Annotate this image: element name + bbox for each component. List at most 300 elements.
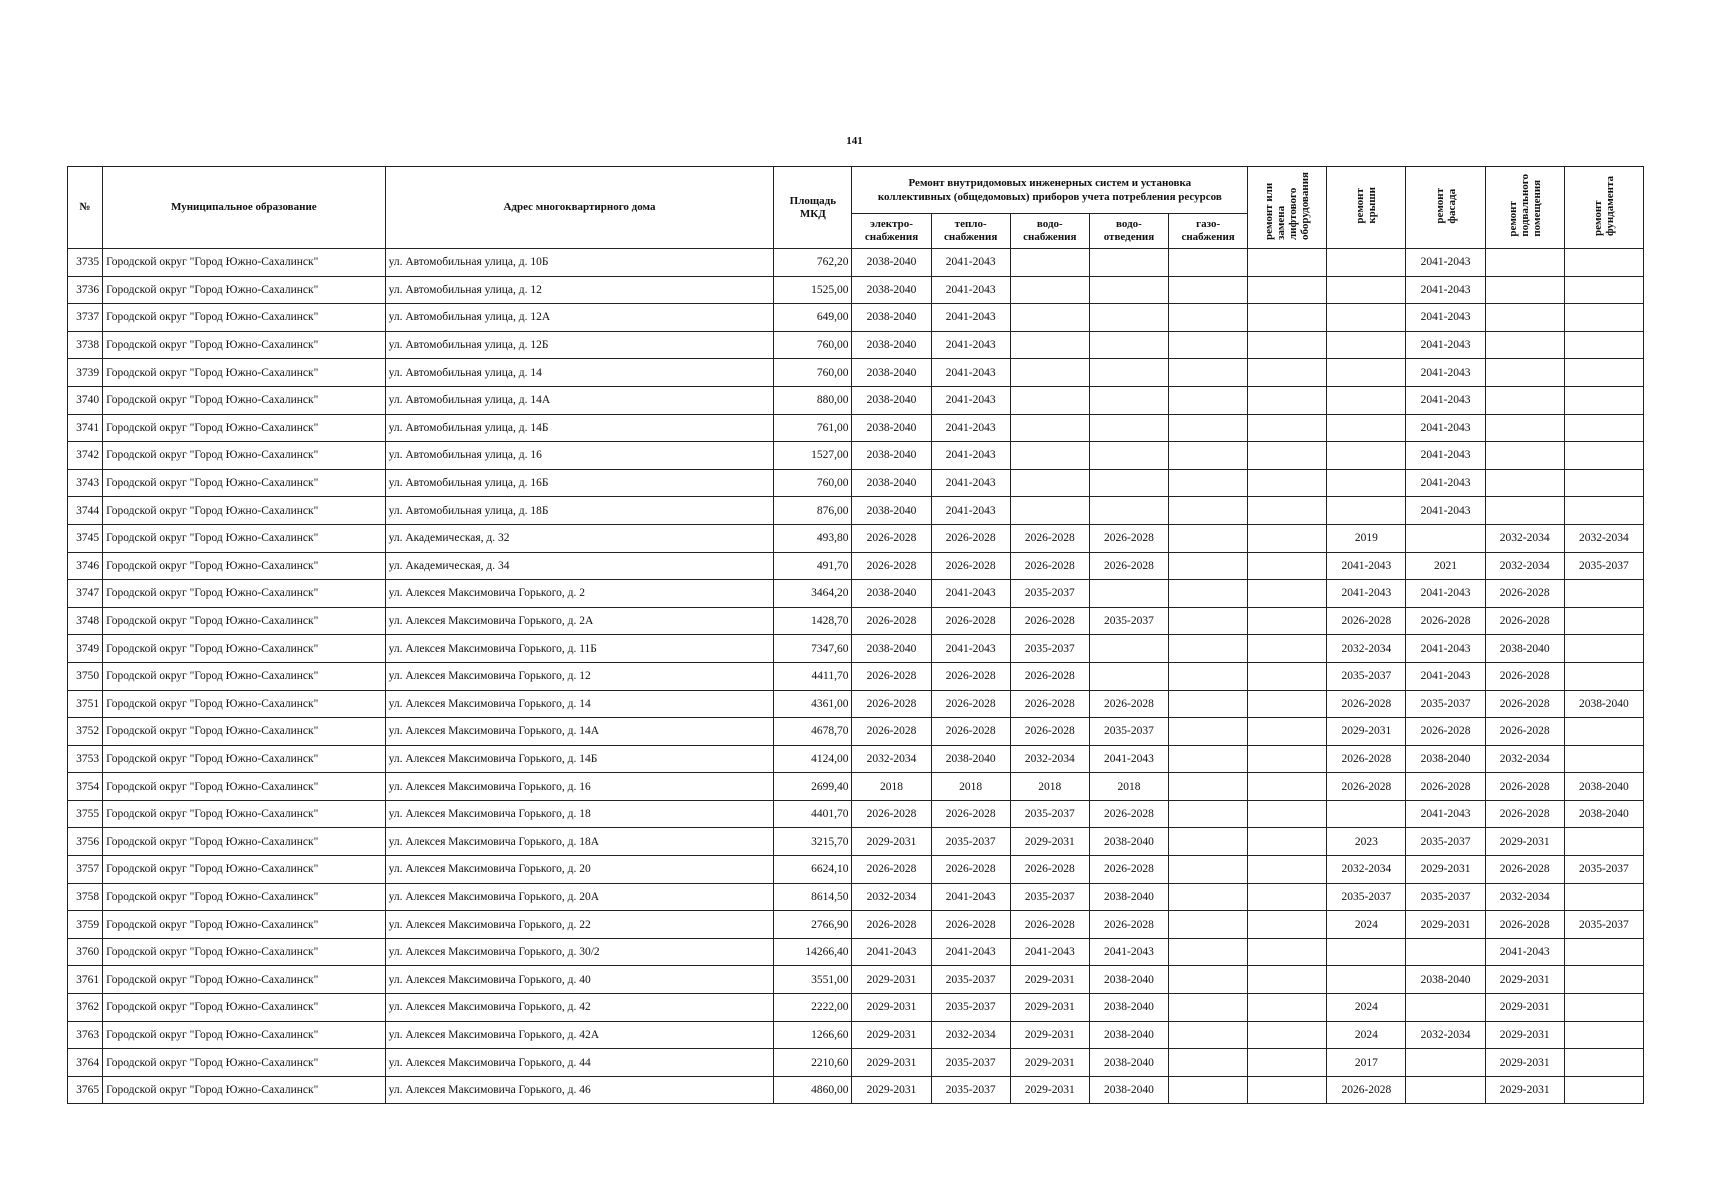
roof-cell: 2032-2034: [1327, 856, 1406, 884]
table-row: [68, 883, 1644, 911]
lift-cell: [1248, 994, 1327, 1022]
header-electric: электро-снабжения: [852, 214, 931, 249]
foundation-cell: 2038-2040: [1564, 690, 1643, 718]
roof-cell: 2024: [1327, 1021, 1406, 1049]
water-cell: 2026-2028: [1010, 662, 1089, 690]
sewer-cell: 2038-2040: [1089, 994, 1168, 1022]
lift-cell: [1248, 635, 1327, 663]
area-cell: 760,00: [774, 469, 852, 497]
gas-cell: [1169, 497, 1248, 525]
lift-cell: [1248, 718, 1327, 746]
electric-cell: 2038-2040: [852, 304, 931, 332]
sewer-cell: 2038-2040: [1089, 828, 1168, 856]
roof-cell: 2026-2028: [1327, 773, 1406, 801]
table-row: [68, 635, 1644, 663]
header-water: водо-снабжения: [1010, 214, 1089, 249]
municipality-cell: Городской округ "Город Южно-Сахалинск": [103, 304, 386, 332]
facade-cell: 2041-2043: [1406, 331, 1485, 359]
lift-cell: [1248, 580, 1327, 608]
electric-cell: 2029-2031: [852, 1076, 931, 1104]
row-number: 3738: [68, 331, 103, 359]
table-row: [68, 359, 1644, 387]
area-cell: 4411,70: [774, 662, 852, 690]
roof-cell: [1327, 304, 1406, 332]
lift-cell: [1248, 745, 1327, 773]
table-row: [68, 1049, 1644, 1077]
table-row: [68, 1021, 1644, 1049]
table-row: [68, 552, 1644, 580]
row-number: 3741: [68, 414, 103, 442]
facade-cell: 2021: [1406, 552, 1485, 580]
roof-cell: 2024: [1327, 911, 1406, 939]
municipality-cell: Городской округ "Город Южно-Сахалинск": [103, 359, 386, 387]
heat-cell: 2041-2043: [931, 580, 1010, 608]
heat-cell: 2041-2043: [931, 938, 1010, 966]
heat-cell: 2041-2043: [931, 414, 1010, 442]
roof-cell: [1327, 442, 1406, 470]
area-cell: 880,00: [774, 386, 852, 414]
gas-cell: [1169, 1049, 1248, 1077]
roof-cell: 2035-2037: [1327, 883, 1406, 911]
area-cell: 2222,00: [774, 994, 852, 1022]
roof-cell: [1327, 966, 1406, 994]
electric-cell: 2026-2028: [852, 662, 931, 690]
water-cell: 2026-2028: [1010, 690, 1089, 718]
roof-cell: 2017: [1327, 1049, 1406, 1077]
facade-cell: 2041-2043: [1406, 662, 1485, 690]
address-cell: ул. Автомобильная улица, д. 16Б: [385, 469, 774, 497]
municipality-cell: Городской округ "Город Южно-Сахалинск": [103, 386, 386, 414]
address-cell: ул. Алексея Максимовича Горького, д. 40: [385, 966, 774, 994]
water-cell: [1010, 442, 1089, 470]
basement-cell: 2026-2028: [1485, 911, 1564, 939]
area-cell: 761,00: [774, 414, 852, 442]
lift-cell: [1248, 552, 1327, 580]
foundation-cell: [1564, 580, 1643, 608]
address-cell: ул. Алексея Максимовича Горького, д. 16: [385, 773, 774, 801]
gas-cell: [1169, 966, 1248, 994]
sewer-cell: [1089, 635, 1168, 663]
sewer-cell: 2041-2043: [1089, 745, 1168, 773]
basement-cell: 2026-2028: [1485, 773, 1564, 801]
lift-cell: [1248, 304, 1327, 332]
heat-cell: 2041-2043: [931, 386, 1010, 414]
electric-cell: 2029-2031: [852, 1049, 931, 1077]
water-cell: 2026-2028: [1010, 607, 1089, 635]
basement-cell: 2026-2028: [1485, 800, 1564, 828]
sewer-cell: 2035-2037: [1089, 718, 1168, 746]
foundation-cell: [1564, 966, 1643, 994]
gas-cell: [1169, 359, 1248, 387]
electric-cell: 2038-2040: [852, 497, 931, 525]
electric-cell: 2026-2028: [852, 856, 931, 884]
roof-cell: [1327, 800, 1406, 828]
sewer-cell: [1089, 359, 1168, 387]
water-cell: [1010, 414, 1089, 442]
municipality-cell: Городской округ "Город Южно-Сахалинск": [103, 524, 386, 552]
sewer-cell: 2038-2040: [1089, 1049, 1168, 1077]
heat-cell: 2026-2028: [931, 607, 1010, 635]
roof-cell: [1327, 276, 1406, 304]
heat-cell: 2035-2037: [931, 1049, 1010, 1077]
area-cell: 8614,50: [774, 883, 852, 911]
municipality-cell: Городской округ "Город Южно-Сахалинск": [103, 662, 386, 690]
lift-cell: [1248, 276, 1327, 304]
header-roof-label: ремонт крыши: [1354, 187, 1379, 224]
lift-cell: [1248, 800, 1327, 828]
basement-cell: 2029-2031: [1485, 1049, 1564, 1077]
row-number: 3757: [68, 856, 103, 884]
water-cell: 2032-2034: [1010, 745, 1089, 773]
sewer-cell: [1089, 304, 1168, 332]
address-cell: ул. Академическая, д. 34: [385, 552, 774, 580]
electric-cell: 2038-2040: [852, 386, 931, 414]
foundation-cell: [1564, 469, 1643, 497]
water-cell: [1010, 359, 1089, 387]
roof-cell: [1327, 414, 1406, 442]
electric-cell: 2029-2031: [852, 966, 931, 994]
facade-cell: 2035-2037: [1406, 828, 1485, 856]
roof-cell: [1327, 386, 1406, 414]
basement-cell: 2029-2031: [1485, 828, 1564, 856]
heat-cell: 2026-2028: [931, 856, 1010, 884]
gas-cell: [1169, 469, 1248, 497]
table-row: [68, 911, 1644, 939]
heat-cell: 2041-2043: [931, 276, 1010, 304]
row-number: 3750: [68, 662, 103, 690]
sewer-cell: 2035-2037: [1089, 607, 1168, 635]
water-cell: 2029-2031: [1010, 828, 1089, 856]
municipality-cell: Городской округ "Город Южно-Сахалинск": [103, 1049, 386, 1077]
heat-cell: 2041-2043: [931, 304, 1010, 332]
address-cell: ул. Алексея Максимовича Горького, д. 44: [385, 1049, 774, 1077]
address-cell: ул. Алексея Максимовича Горького, д. 12: [385, 662, 774, 690]
row-number: 3751: [68, 690, 103, 718]
sewer-cell: [1089, 386, 1168, 414]
water-cell: 2026-2028: [1010, 911, 1089, 939]
facade-cell: 2041-2043: [1406, 635, 1485, 663]
address-cell: ул. Алексея Максимовича Горького, д. 2: [385, 580, 774, 608]
electric-cell: 2026-2028: [852, 800, 931, 828]
heat-cell: 2026-2028: [931, 552, 1010, 580]
header-utilities-group: Ремонт внутридомовых инженерных систем и установка коллективных (общедомовых) приборов учета потребления ресурсов: [852, 167, 1248, 214]
roof-cell: 2023: [1327, 828, 1406, 856]
lift-cell: [1248, 386, 1327, 414]
address-cell: ул. Алексея Максимовича Горького, д. 14: [385, 690, 774, 718]
area-cell: 1266,60: [774, 1021, 852, 1049]
municipality-cell: Городской округ "Город Южно-Сахалинск": [103, 635, 386, 663]
address-cell: ул. Автомобильная улица, д. 12: [385, 276, 774, 304]
row-number: 3758: [68, 883, 103, 911]
roof-cell: [1327, 331, 1406, 359]
heat-cell: 2041-2043: [931, 331, 1010, 359]
heat-cell: 2041-2043: [931, 469, 1010, 497]
row-number: 3753: [68, 745, 103, 773]
basement-cell: 2026-2028: [1485, 580, 1564, 608]
lift-cell: [1248, 1021, 1327, 1049]
table-row: [68, 994, 1644, 1022]
table-row: [68, 469, 1644, 497]
table-row: [68, 497, 1644, 525]
gas-cell: [1169, 552, 1248, 580]
heat-cell: 2026-2028: [931, 690, 1010, 718]
municipality-cell: Городской округ "Город Южно-Сахалинск": [103, 966, 386, 994]
gas-cell: [1169, 828, 1248, 856]
gas-cell: [1169, 856, 1248, 884]
facade-cell: 2032-2034: [1406, 1021, 1485, 1049]
row-number: 3747: [68, 580, 103, 608]
row-number: 3748: [68, 607, 103, 635]
heat-cell: 2035-2037: [931, 994, 1010, 1022]
heat-cell: 2026-2028: [931, 524, 1010, 552]
area-cell: 760,00: [774, 359, 852, 387]
address-cell: ул. Алексея Максимовича Горького, д. 11Б: [385, 635, 774, 663]
header-basement: [1485, 167, 1564, 249]
foundation-cell: [1564, 1021, 1643, 1049]
electric-cell: 2029-2031: [852, 1021, 931, 1049]
foundation-cell: 2032-2034: [1564, 524, 1643, 552]
municipality-cell: Городской округ "Город Южно-Сахалинск": [103, 773, 386, 801]
gas-cell: [1169, 883, 1248, 911]
area-cell: 1428,70: [774, 607, 852, 635]
header-gas: газо-снабжения: [1169, 214, 1248, 249]
municipality-cell: Городской округ "Город Южно-Сахалинск": [103, 938, 386, 966]
row-number: 3754: [68, 773, 103, 801]
header-municipality: Муниципальное образование: [103, 167, 386, 249]
water-cell: 2026-2028: [1010, 718, 1089, 746]
lift-cell: [1248, 442, 1327, 470]
electric-cell: 2038-2040: [852, 276, 931, 304]
heat-cell: 2018: [931, 773, 1010, 801]
lift-cell: [1248, 662, 1327, 690]
municipality-cell: Городской округ "Город Южно-Сахалинск": [103, 690, 386, 718]
sewer-cell: 2018: [1089, 773, 1168, 801]
gas-cell: [1169, 773, 1248, 801]
water-cell: [1010, 249, 1089, 277]
foundation-cell: 2035-2037: [1564, 911, 1643, 939]
basement-cell: 2029-2031: [1485, 1021, 1564, 1049]
water-cell: 2018: [1010, 773, 1089, 801]
header-facade: [1406, 167, 1485, 249]
gas-cell: [1169, 911, 1248, 939]
water-cell: 2035-2037: [1010, 883, 1089, 911]
row-number: 3752: [68, 718, 103, 746]
municipality-cell: Городской округ "Город Южно-Сахалинск": [103, 1076, 386, 1104]
table-row: [68, 249, 1644, 277]
table-row: [68, 386, 1644, 414]
facade-cell: [1406, 938, 1485, 966]
address-cell: ул. Алексея Максимовича Горького, д. 18А: [385, 828, 774, 856]
row-number: 3744: [68, 497, 103, 525]
electric-cell: 2038-2040: [852, 331, 931, 359]
water-cell: 2029-2031: [1010, 1049, 1089, 1077]
basement-cell: 2026-2028: [1485, 690, 1564, 718]
lift-cell: [1248, 856, 1327, 884]
address-cell: ул. Алексея Максимовича Горького, д. 42А: [385, 1021, 774, 1049]
water-cell: 2029-2031: [1010, 966, 1089, 994]
row-number: 3765: [68, 1076, 103, 1104]
foundation-cell: [1564, 635, 1643, 663]
heat-cell: 2041-2043: [931, 442, 1010, 470]
header-lift-label: ремонт или замена лифтового оборудования: [1263, 171, 1312, 240]
municipality-cell: Городской округ "Город Южно-Сахалинск": [103, 911, 386, 939]
row-number: 3749: [68, 635, 103, 663]
capital-repair-schedule-table: [67, 166, 1644, 1104]
municipality-cell: Городской округ "Город Южно-Сахалинск": [103, 883, 386, 911]
basement-cell: 2032-2034: [1485, 745, 1564, 773]
gas-cell: [1169, 718, 1248, 746]
facade-cell: 2035-2037: [1406, 690, 1485, 718]
basement-cell: 2032-2034: [1485, 883, 1564, 911]
address-cell: ул. Алексея Максимовича Горького, д. 20: [385, 856, 774, 884]
facade-cell: 2026-2028: [1406, 718, 1485, 746]
area-cell: 649,00: [774, 304, 852, 332]
lift-cell: [1248, 497, 1327, 525]
lift-cell: [1248, 1049, 1327, 1077]
sewer-cell: 2026-2028: [1089, 524, 1168, 552]
electric-cell: 2026-2028: [852, 690, 931, 718]
roof-cell: 2032-2034: [1327, 635, 1406, 663]
address-cell: ул. Алексея Максимовича Горького, д. 14Б: [385, 745, 774, 773]
row-number: 3737: [68, 304, 103, 332]
roof-cell: 2026-2028: [1327, 690, 1406, 718]
facade-cell: 2041-2043: [1406, 497, 1485, 525]
facade-cell: 2038-2040: [1406, 745, 1485, 773]
page-number: 141: [846, 135, 863, 147]
sewer-cell: 2026-2028: [1089, 911, 1168, 939]
area-cell: 3551,00: [774, 966, 852, 994]
sewer-cell: 2038-2040: [1089, 966, 1168, 994]
facade-cell: 2041-2043: [1406, 276, 1485, 304]
electric-cell: 2038-2040: [852, 442, 931, 470]
address-cell: ул. Автомобильная улица, д. 14: [385, 359, 774, 387]
address-cell: ул. Автомобильная улица, д. 12А: [385, 304, 774, 332]
foundation-cell: [1564, 497, 1643, 525]
area-cell: 3215,70: [774, 828, 852, 856]
foundation-cell: 2035-2037: [1564, 552, 1643, 580]
roof-cell: 2026-2028: [1327, 745, 1406, 773]
address-cell: ул. Алексея Максимовича Горького, д. 20А: [385, 883, 774, 911]
basement-cell: 2029-2031: [1485, 994, 1564, 1022]
area-cell: 876,00: [774, 497, 852, 525]
municipality-cell: Городской округ "Город Южно-Сахалинск": [103, 414, 386, 442]
header-foundation-label: ремонт фундамента: [1591, 175, 1616, 236]
basement-cell: [1485, 359, 1564, 387]
electric-cell: 2026-2028: [852, 552, 931, 580]
gas-cell: [1169, 276, 1248, 304]
lift-cell: [1248, 331, 1327, 359]
electric-cell: 2026-2028: [852, 524, 931, 552]
area-cell: 2210,60: [774, 1049, 852, 1077]
heat-cell: 2026-2028: [931, 662, 1010, 690]
heat-cell: 2041-2043: [931, 359, 1010, 387]
table-row: [68, 276, 1644, 304]
area-cell: 14266,40: [774, 938, 852, 966]
header-roof: [1327, 167, 1406, 249]
table-row: [68, 1076, 1644, 1104]
electric-cell: 2038-2040: [852, 635, 931, 663]
row-number: 3764: [68, 1049, 103, 1077]
gas-cell: [1169, 745, 1248, 773]
sewer-cell: 2038-2040: [1089, 1076, 1168, 1104]
municipality-cell: Городской округ "Город Южно-Сахалинск": [103, 552, 386, 580]
area-cell: 7347,60: [774, 635, 852, 663]
roof-cell: 2041-2043: [1327, 552, 1406, 580]
electric-cell: 2026-2028: [852, 911, 931, 939]
basement-cell: 2026-2028: [1485, 607, 1564, 635]
roof-cell: 2024: [1327, 994, 1406, 1022]
header-area: Площадь МКД: [774, 167, 852, 249]
address-cell: ул. Автомобильная улица, д. 14Б: [385, 414, 774, 442]
heat-cell: 2035-2037: [931, 1076, 1010, 1104]
address-cell: ул. Алексея Максимовича Горького, д. 42: [385, 994, 774, 1022]
heat-cell: 2026-2028: [931, 911, 1010, 939]
basement-cell: [1485, 386, 1564, 414]
lift-cell: [1248, 911, 1327, 939]
foundation-cell: [1564, 442, 1643, 470]
lift-cell: [1248, 828, 1327, 856]
row-number: 3743: [68, 469, 103, 497]
lift-cell: [1248, 469, 1327, 497]
basement-cell: [1485, 249, 1564, 277]
water-cell: 2029-2031: [1010, 994, 1089, 1022]
basement-cell: [1485, 469, 1564, 497]
gas-cell: [1169, 800, 1248, 828]
gas-cell: [1169, 524, 1248, 552]
water-cell: 2026-2028: [1010, 524, 1089, 552]
area-cell: 4678,70: [774, 718, 852, 746]
foundation-cell: [1564, 607, 1643, 635]
roof-cell: 2041-2043: [1327, 580, 1406, 608]
sewer-cell: [1089, 331, 1168, 359]
sewer-cell: 2041-2043: [1089, 938, 1168, 966]
basement-cell: 2026-2028: [1485, 662, 1564, 690]
water-cell: [1010, 331, 1089, 359]
sewer-cell: [1089, 276, 1168, 304]
table-row: [68, 856, 1644, 884]
municipality-cell: Городской округ "Город Южно-Сахалинск": [103, 800, 386, 828]
address-cell: ул. Автомобильная улица, д. 16: [385, 442, 774, 470]
foundation-cell: [1564, 331, 1643, 359]
header-foundation: [1564, 167, 1643, 249]
area-cell: 6624,10: [774, 856, 852, 884]
table-row: [68, 718, 1644, 746]
basement-cell: [1485, 276, 1564, 304]
header-heat: тепло-снабжения: [931, 214, 1010, 249]
electric-cell: 2029-2031: [852, 994, 931, 1022]
foundation-cell: [1564, 414, 1643, 442]
heat-cell: 2026-2028: [931, 718, 1010, 746]
roof-cell: 2019: [1327, 524, 1406, 552]
table-row: [68, 800, 1644, 828]
table-row: [68, 607, 1644, 635]
facade-cell: 2029-2031: [1406, 856, 1485, 884]
roof-cell: 2026-2028: [1327, 607, 1406, 635]
lift-cell: [1248, 938, 1327, 966]
address-cell: ул. Академическая, д. 32: [385, 524, 774, 552]
header-basement-label: ремонт подвального помещения: [1506, 174, 1543, 237]
electric-cell: 2038-2040: [852, 359, 931, 387]
row-number: 3739: [68, 359, 103, 387]
sewer-cell: [1089, 414, 1168, 442]
address-cell: ул. Алексея Максимовича Горького, д. 18: [385, 800, 774, 828]
heat-cell: 2041-2043: [931, 249, 1010, 277]
facade-cell: [1406, 1076, 1485, 1104]
table-row: [68, 690, 1644, 718]
foundation-cell: [1564, 249, 1643, 277]
basement-cell: [1485, 331, 1564, 359]
roof-cell: [1327, 469, 1406, 497]
